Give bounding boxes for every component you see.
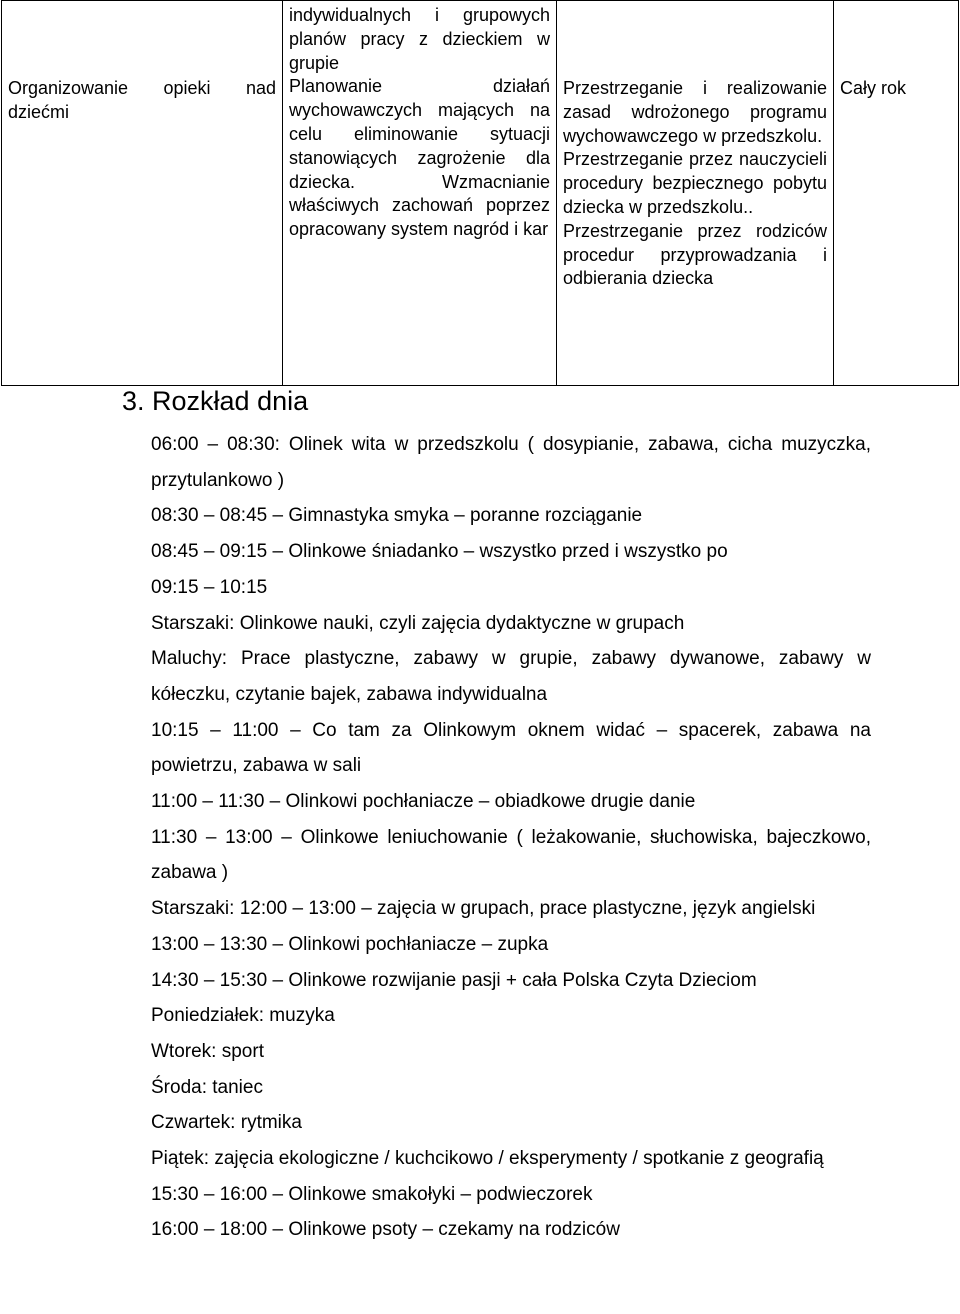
area-text: Organizowanie opieki nad dziećmi (8, 78, 276, 122)
schedule-entry: Wtorek: sport (151, 1040, 264, 1062)
schedule-entry: Maluchy: Prace plastyczne, zabawy w grupie, zabawy dywanowe, zabawy w kółeczku, czytanie bajek, zabawa indywidualna (151, 648, 871, 705)
schedule-entry: 06:00 – 08:30: Olinek wita w przedszkolu ( dosypianie, zabawa, cicha muzyczka, przytulankowo ) (151, 434, 871, 491)
table-row (2, 1, 959, 386)
schedule-entry: Środa: taniec (151, 1076, 263, 1098)
schedule-entry: Starszaki: 12:00 – 13:00 – zajęcia w grupach, prace plastyczne, język angielski (151, 898, 816, 920)
schedule-entry: 09:15 – 10:15 (151, 576, 268, 598)
timeframe-cell (834, 1, 959, 386)
measures-cell (557, 1, 834, 386)
schedule-entry: 11:00 – 11:30 – Olinkowi pochłaniacze – obiadkowe drugie danie (151, 791, 696, 813)
measure-item: Przestrzeganie przez nauczycieli procedury bezpiecznego pobytu dziecka w przedszkolu.. (563, 149, 827, 217)
schedule-entry: Starszaki: Olinkowe nauki, czyli zajęcia dydaktyczne w grupach (151, 612, 685, 634)
measure-item: Przestrzeganie przez rodziców procedur przyprowadzania i odbierania dziecka (563, 220, 827, 289)
activities-cell (283, 1, 557, 386)
timeframe-text: Cały rok (840, 78, 907, 98)
schedule-entry: 15:30 – 16:00 – Olinkowe smakołyki – podwieczorek (151, 1183, 593, 1205)
schedule-entry: 16:00 – 18:00 – Olinkowe psoty – czekamy na rodziców (151, 1219, 620, 1241)
activities-main-text: Planowanie działań wychowawczych mających na celu eliminowanie sytuacji stanowiących zagrożenie dla dziecka. Wzmacnianie właściwych zachowań poprzez opracowany system nagród i kar (289, 76, 550, 240)
schedule-entry: 13:00 – 13:30 – Olinkowi pochłaniacze – zupka (151, 933, 549, 955)
measure-item: Przestrzeganie i realizowanie zasad wdrożonego programu wychowawczego w przedszkolu. (563, 78, 827, 146)
schedule-entry: 08:30 – 08:45 – Gimnastyka smyka – poranne rozciąganie (151, 505, 643, 527)
schedule-entry: Poniedziałek: muzyka (151, 1005, 335, 1027)
schedule-entry: Czwartek: rytmika (151, 1112, 302, 1134)
schedule-entry: Piątek: zajęcia ekologiczne / kuchcikowo / eksperymenty / spotkanie z geografią (151, 1148, 824, 1170)
section-title: 3. Rozkład dnia (122, 386, 309, 416)
schedule-entry: 11:30 – 13:00 – Olinkowe leniuchowanie ( leżakowanie, słuchowiska, bajeczkowo, zabawa ) (151, 826, 871, 884)
schedule-entry: 08:45 – 09:15 – Olinkowe śniadanko – wszystko przed i wszystko po (151, 541, 728, 563)
area-cell (2, 1, 283, 386)
daily-schedule (151, 427, 871, 1248)
activities-top-text: indywidualnych i grupowych planów pracy z dzieckiem w grupie (289, 5, 550, 73)
schedule-entry: 10:15 – 11:00 – Co tam za Olinkowym oknem widać – spacerek, zabawa na powietrzu, zabawa w sali (151, 719, 871, 777)
schedule-entry: 14:30 – 15:30 – Olinkowe rozwijanie pasji + cała Polska Czyta Dzieciom (151, 969, 757, 991)
plan-table (1, 0, 959, 386)
